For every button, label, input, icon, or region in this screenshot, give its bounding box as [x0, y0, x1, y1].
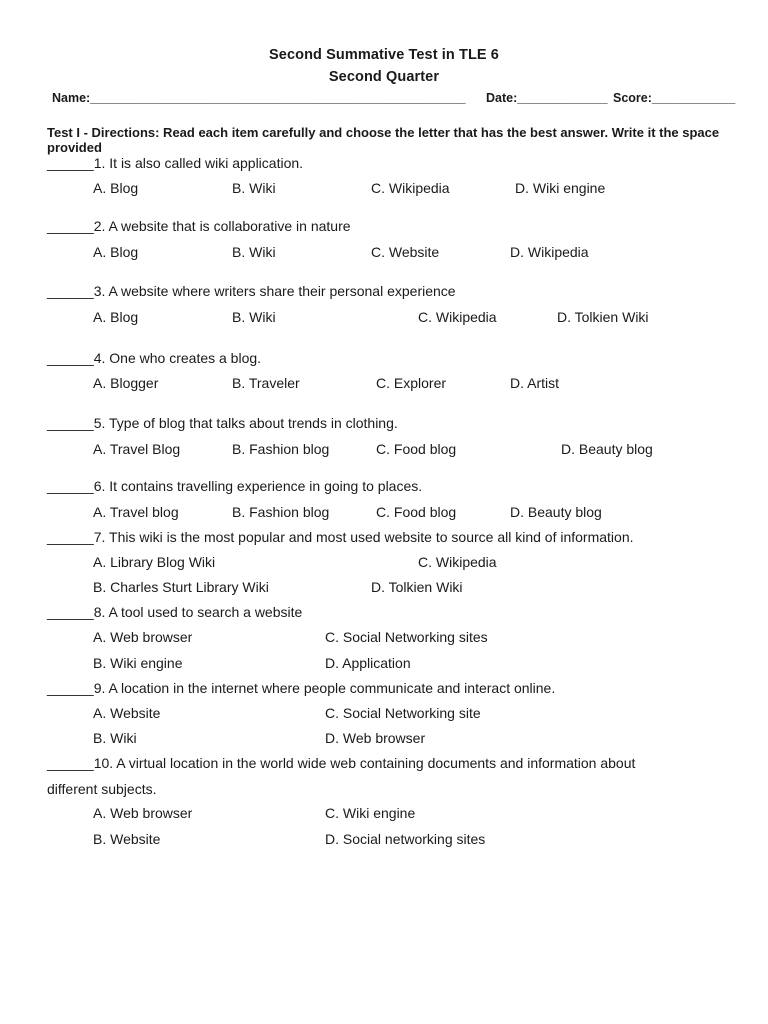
- q8-option-a: A. Web browser: [93, 629, 193, 645]
- q2-option-b: B. Wiki: [232, 244, 276, 260]
- question-10: ______10. A virtual location in the world wide web containing documents and information about: [47, 755, 636, 771]
- q4-option-c: C. Explorer: [376, 375, 447, 391]
- q10-option-b: B. Website: [93, 831, 161, 847]
- q1-option-d: D. Wiki engine: [515, 180, 606, 196]
- question-2: ______2. A website that is collaborative in nature: [47, 218, 351, 234]
- question-3: ______3. A website where writers share their personal experience: [47, 283, 456, 299]
- q4-option-a: A. Blogger: [93, 375, 159, 391]
- q5-option-a: A. Travel Blog: [93, 441, 181, 457]
- q8-option-c: C. Social Networking sites: [325, 629, 488, 645]
- q3-option-a: A. Blog: [93, 309, 139, 325]
- q2-option-d: D. Wikipedia: [510, 244, 589, 260]
- question-1: ______1. It is also called wiki application.: [47, 155, 304, 171]
- q2-option-a: A. Blog: [93, 244, 139, 260]
- q6-option-c: C. Food blog: [376, 504, 457, 520]
- q7-option-d: D. Tolkien Wiki: [371, 579, 463, 595]
- q9-option-d: D. Web browser: [325, 730, 426, 746]
- question-10-continued: different subjects.: [47, 781, 157, 797]
- q6-option-b: B. Fashion blog: [232, 504, 330, 520]
- q5-option-b: B. Fashion blog: [232, 441, 330, 457]
- question-7: ______7. This wiki is the most popular and most used website to source all kind of information.: [47, 529, 634, 545]
- q10-option-d: D. Social networking sites: [325, 831, 486, 847]
- q2-option-c: C. Website: [371, 244, 440, 260]
- date-field: Date:_____________: [486, 91, 608, 105]
- q4-option-d: D. Artist: [510, 375, 560, 391]
- question-9: ______9. A location in the internet where people communicate and interact online.: [47, 680, 556, 696]
- q3-option-c: C. Wikipedia: [418, 309, 497, 325]
- q1-option-a: A. Blog: [93, 180, 139, 196]
- q7-option-b: B. Charles Sturt Library Wiki: [93, 579, 269, 595]
- question-5: ______5. Type of blog that talks about trends in clothing.: [47, 415, 398, 431]
- name-field: Name:______________________________________________________: [52, 91, 466, 105]
- q4-option-b: B. Traveler: [232, 375, 300, 391]
- document-title: Second Summative Test in TLE 6: [269, 47, 499, 63]
- q8-option-b: B. Wiki engine: [93, 655, 183, 671]
- score-field: Score:____________: [613, 91, 736, 105]
- q7-option-c: C. Wikipedia: [418, 554, 497, 570]
- q1-option-b: B. Wiki: [232, 180, 276, 196]
- q9-option-b: B. Wiki: [93, 730, 137, 746]
- q9-option-a: A. Website: [93, 705, 161, 721]
- q5-option-d: D. Beauty blog: [561, 441, 653, 457]
- q10-option-c: C. Wiki engine: [325, 805, 416, 821]
- q9-option-c: C. Social Networking site: [325, 705, 481, 721]
- q5-option-c: C. Food blog: [376, 441, 457, 457]
- q6-option-a: A. Travel blog: [93, 504, 179, 520]
- document-subtitle: Second Quarter: [328, 69, 440, 85]
- q1-option-c: C. Wikipedia: [371, 180, 450, 196]
- q3-option-b: B. Wiki: [232, 309, 276, 325]
- q10-option-a: A. Web browser: [93, 805, 193, 821]
- question-6: ______6. It contains travelling experience in going to places.: [47, 478, 423, 494]
- q3-option-d: D. Tolkien Wiki: [557, 309, 649, 325]
- directions: Test I - Directions: Read each item carefully and choose the letter that has the best answer. Write it the space provided: [47, 125, 720, 155]
- question-4: ______4. One who creates a blog.: [47, 350, 262, 366]
- q8-option-d: D. Application: [325, 655, 411, 671]
- q6-option-d: D. Beauty blog: [510, 504, 602, 520]
- q7-option-a: A. Library Blog Wiki: [93, 554, 216, 570]
- question-8: ______8. A tool used to search a website: [47, 604, 303, 620]
